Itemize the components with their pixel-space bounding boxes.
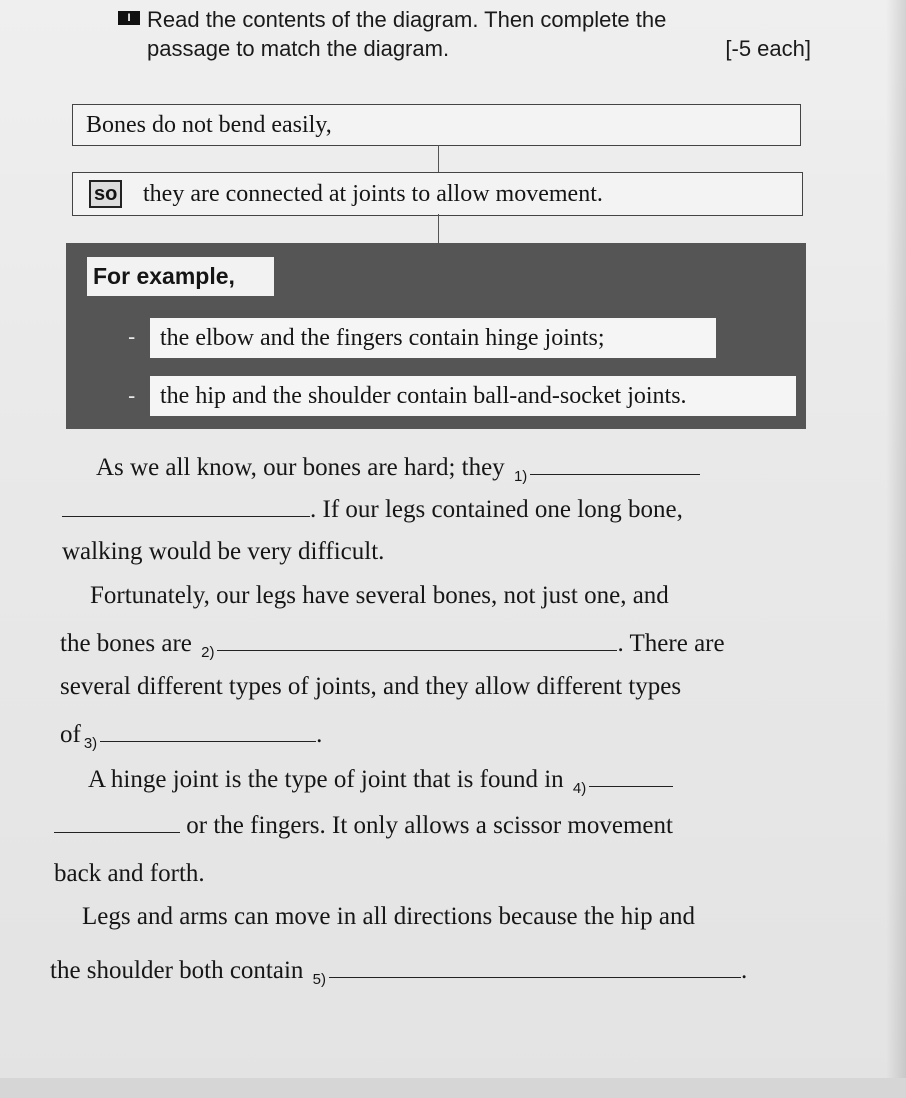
score-note: [-5 each]: [725, 36, 811, 61]
example-ball-socket-joints: the hip and the shoulder contain ball-and-socket joints.: [150, 376, 796, 416]
answer-blank-3[interactable]: [100, 719, 316, 742]
passage-text: the shoulder both contain: [50, 957, 304, 984]
instruction-line-2: passage to match the diagram.: [147, 36, 450, 61]
passage-text: As we all know, our bones are hard; they: [96, 454, 505, 481]
passage-line: [54, 810, 673, 840]
blank-number-4: 4): [572, 780, 587, 797]
passage-line: [60, 673, 681, 701]
passage-line: [88, 764, 673, 797]
passage-line: [90, 582, 669, 610]
blank-number-3: 3): [83, 735, 98, 752]
passage-line: [60, 719, 323, 752]
diagram-connector-2: [438, 214, 439, 244]
answer-blank-5[interactable]: [329, 955, 741, 978]
passage-text: .: [316, 721, 323, 748]
passage-line: [82, 903, 695, 931]
passage-text: Fortunately, our legs have several bones, not just one, and: [90, 582, 669, 609]
passage-line: [62, 538, 384, 566]
diagram-box-bones: [72, 104, 801, 146]
passage-text: several different types of joints, and they allow different types: [60, 673, 682, 700]
passage-text: walking would be very difficult.: [62, 538, 385, 565]
example-dash-1: -: [128, 324, 136, 349]
passage-text: . If our legs contained one long bone,: [310, 496, 683, 523]
blank-number-5: 5): [312, 971, 327, 988]
blank-number-1: 1): [513, 468, 528, 485]
example-dash-2: -: [128, 383, 136, 408]
so-label: so: [89, 180, 122, 208]
page-edge-shadow: [886, 0, 906, 1098]
passage-line: [50, 955, 748, 988]
passage-text: A hinge joint is the type of joint that is found in: [88, 766, 564, 793]
answer-blank-1-cont[interactable]: [62, 494, 310, 517]
diagram-box-bones-text: Bones do not bend easily,: [86, 112, 332, 138]
passage-text: Legs and arms can move in all directions because the hip and: [82, 903, 695, 930]
passage-text: the bones are: [60, 630, 192, 657]
passage-text: .: [741, 957, 748, 984]
instruction-line-1: Read the contents of the diagram. Then complete the: [147, 7, 667, 32]
passage-text: or the fingers. It only allows a scissor movement: [186, 812, 673, 839]
passage-line: [96, 452, 700, 485]
answer-blank-2[interactable]: [217, 628, 617, 651]
answer-blank-1[interactable]: [530, 452, 700, 475]
page-bottom-edge: [0, 1078, 906, 1098]
section-badge: I: [118, 11, 140, 25]
answer-blank-4-cont[interactable]: [54, 810, 180, 833]
answer-blank-4[interactable]: [589, 764, 673, 787]
passage-text: . There are: [617, 630, 725, 657]
example-heading: For example,: [87, 257, 274, 296]
passage-line: [54, 860, 205, 888]
diagram-box-joints: [72, 172, 803, 216]
diagram-connector-1: [438, 145, 439, 173]
passage-line: [60, 628, 725, 661]
diagram-box-joints-text: they are connected at joints to allow movement.: [143, 181, 603, 207]
example-hinge-joints: the elbow and the fingers contain hinge joints;: [150, 318, 716, 358]
passage-text: back and forth.: [54, 860, 205, 887]
passage-line: [62, 494, 683, 524]
blank-number-2: 2): [201, 644, 215, 661]
passage-text: of: [60, 721, 81, 748]
